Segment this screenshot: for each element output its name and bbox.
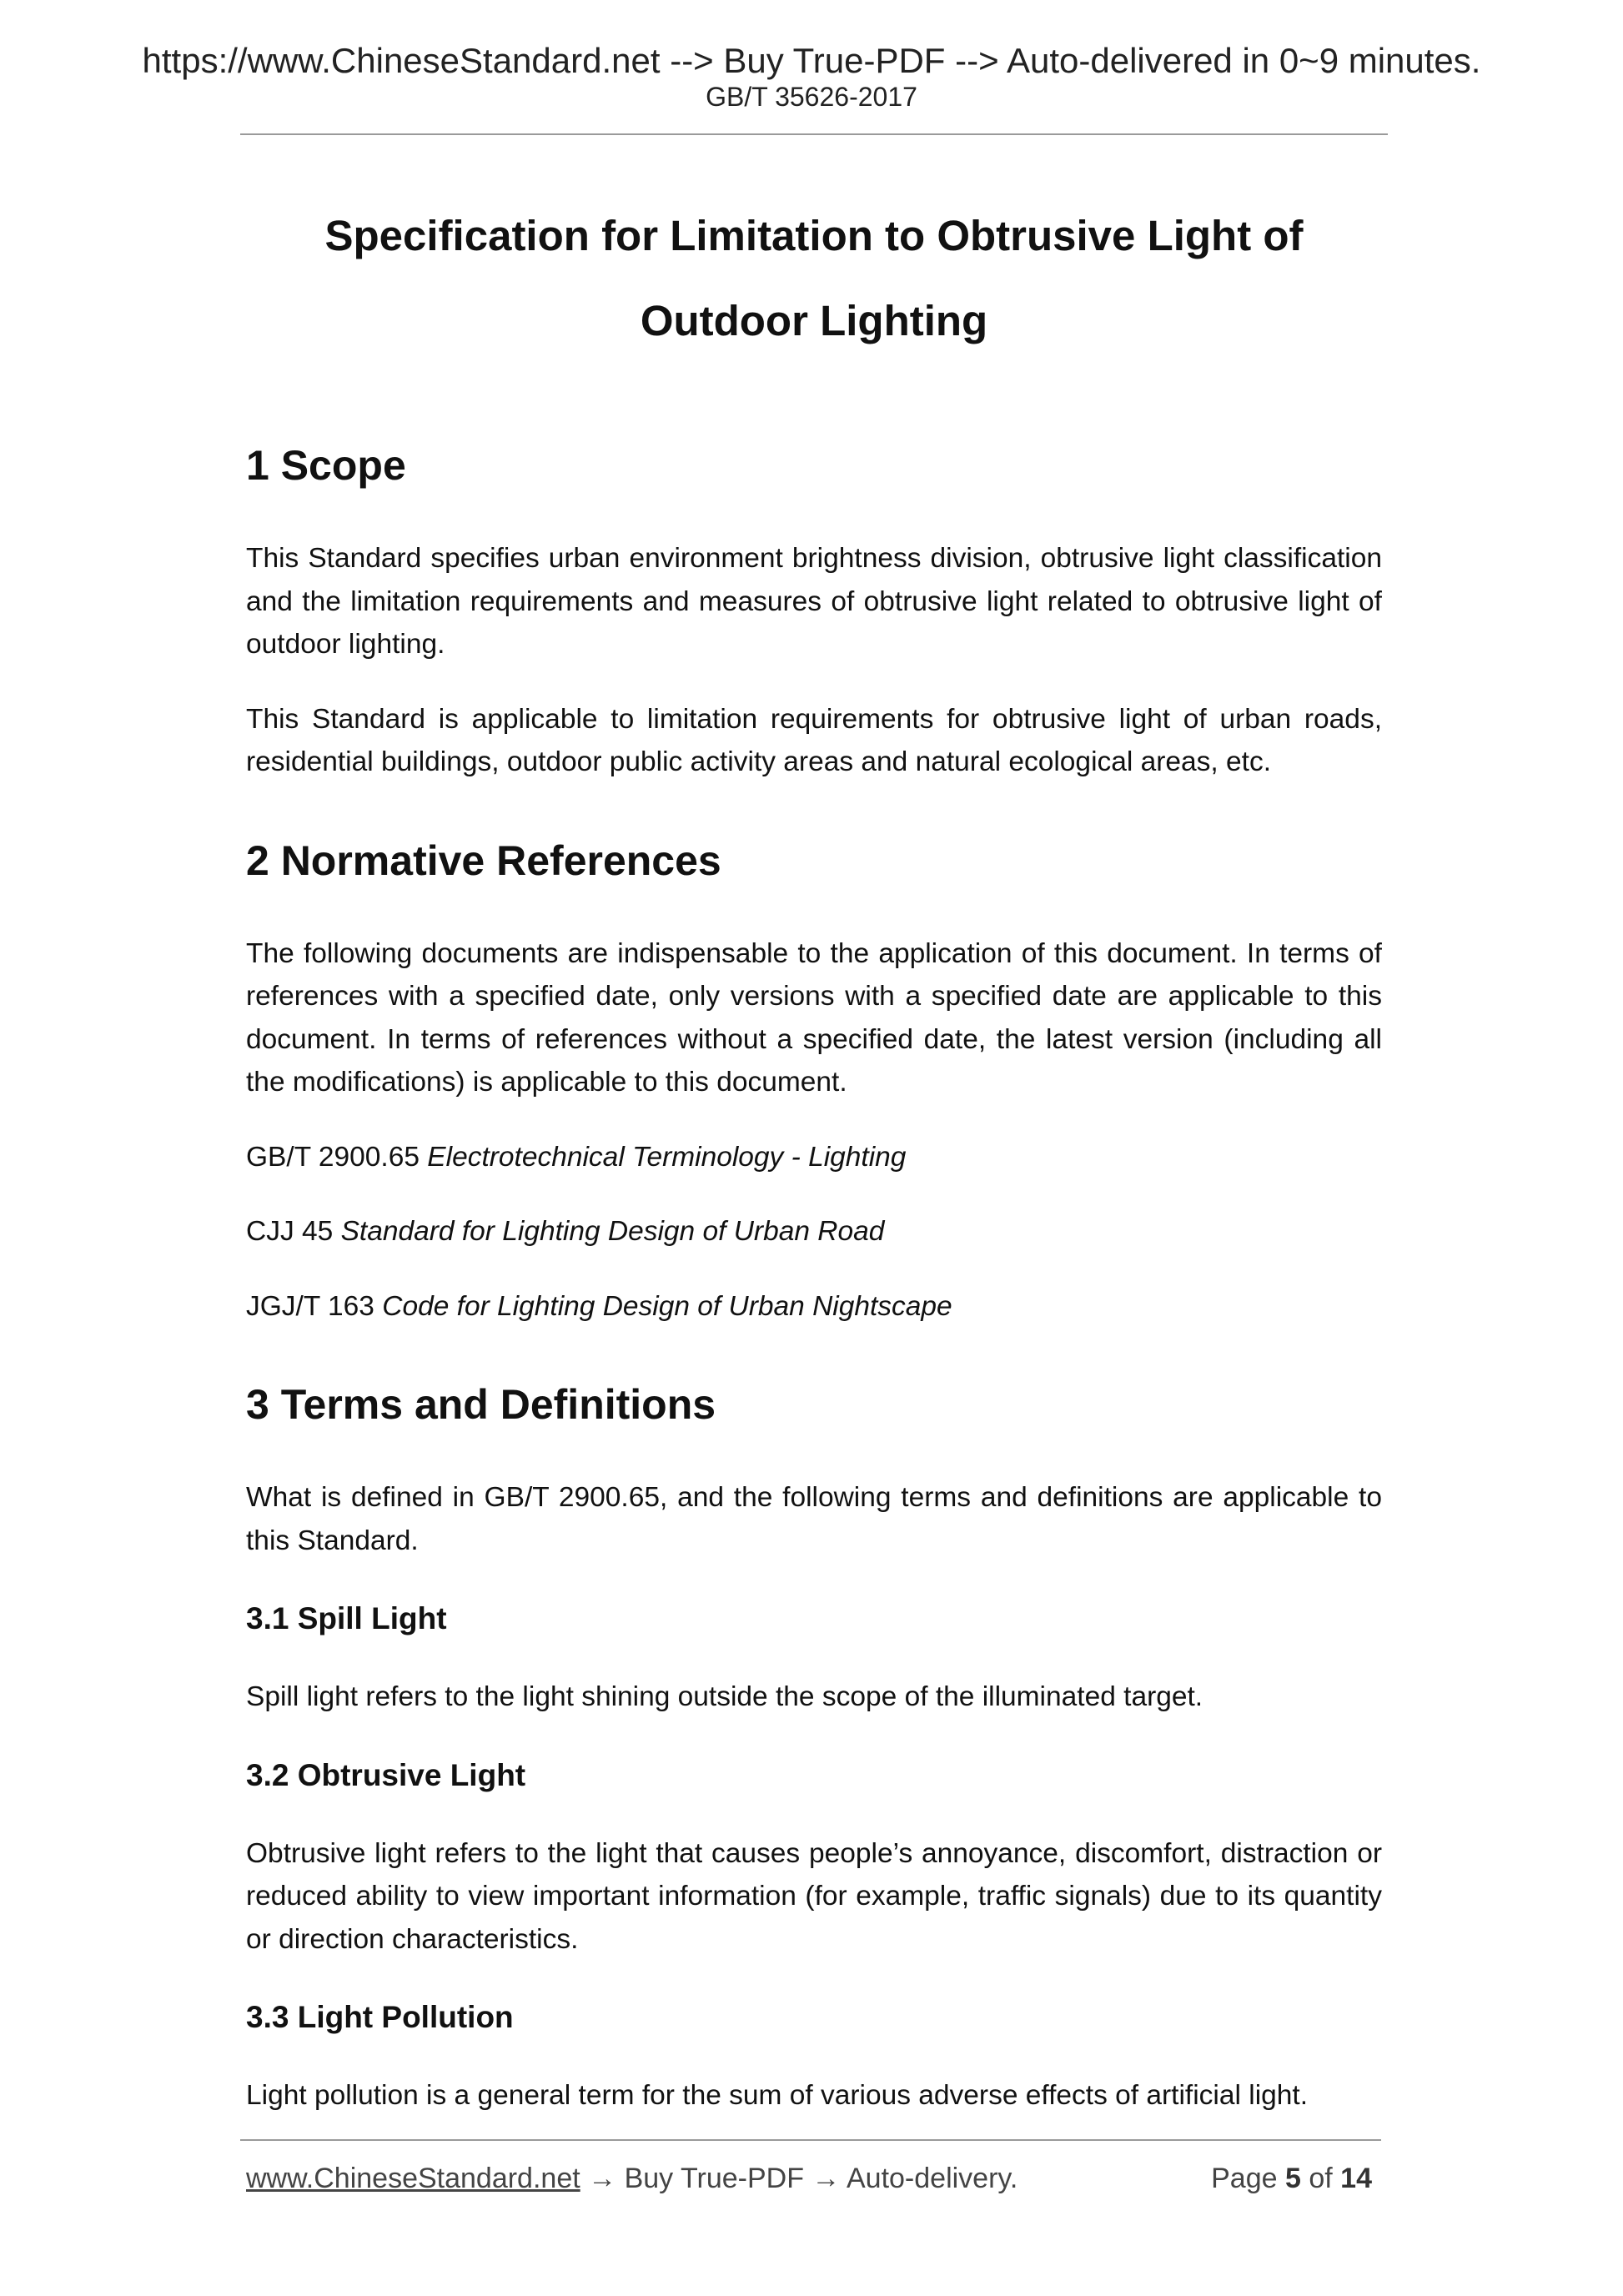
- term-definition-spill-light: Spill light refers to the light shining outside the scope of the illuminated target.: [246, 1681, 1203, 1712]
- section-heading-terms-definitions: 3 Terms and Definitions: [246, 1381, 716, 1428]
- source-banner: https://www.ChineseStandard.net --> Buy True-PDF --> Auto-delivered in 0~9 minutes.: [142, 41, 1481, 80]
- normative-paragraph: The following documents are indispensable to the application of this document. In terms of references with a specified date, only versions with a specified date are applicable to this document. In terms of references without a specified date, the latest version (including all the modifications) is applicable to this document.: [246, 937, 1382, 1098]
- reference-code: CJJ 45: [246, 1216, 334, 1247]
- footer-site-link[interactable]: www.ChineseStandard.net: [246, 2163, 580, 2194]
- page-of: of: [1309, 2163, 1333, 2194]
- reference-code: JGJ/T 163: [246, 1290, 374, 1322]
- reference-item: [246, 1210, 1382, 1254]
- header-divider: [240, 133, 1388, 135]
- reference-title: Standard for Lighting Design of Urban Road: [340, 1216, 885, 1247]
- term-heading-obtrusive-light: 3.2 Obtrusive Light: [246, 1757, 526, 1792]
- page-label: Page: [1211, 2163, 1278, 2194]
- reference-title: Code for Lighting Design of Urban Nightscape: [382, 1290, 952, 1322]
- scope-paragraph-1: This Standard specifies urban environment brightness division, obtrusive light classification and the limitation requirements and measures of obtrusive light related to obtrusive light of outdoor lighting.: [246, 543, 1382, 660]
- section-heading-scope: 1 Scope: [246, 442, 406, 489]
- footer-tagline: → Buy True-PDF → Auto-delivery.: [580, 2163, 1018, 2194]
- reference-code: GB/T 2900.65: [246, 1141, 420, 1173]
- term-heading-spill-light: 3.1 Spill Light: [246, 1601, 447, 1635]
- page-total: 14: [1340, 2163, 1372, 2194]
- document-title: [240, 193, 1388, 364]
- terms-intro-paragraph: What is defined in GB/T 2900.65, and the following terms and definitions are applicable to this Standard.: [246, 1482, 1382, 1556]
- page-current: 5: [1284, 2163, 1301, 2194]
- reference-item: [246, 1136, 1382, 1179]
- title-line-1: Specification for Limitation to Obtrusive Light of: [324, 212, 1304, 259]
- section-heading-normative-references: 2 Normative References: [246, 837, 721, 884]
- reference-item: [246, 1285, 1382, 1329]
- term-definition-obtrusive-light: Obtrusive light refers to the light that causes people’s annoyance, discomfort, distraction or reduced ability to view important information (for example, traffic signals) due to its quantity or direction characteristics.: [246, 1837, 1382, 1955]
- page-footer: [246, 2158, 1382, 2198]
- page-number: [1211, 2158, 1372, 2198]
- reference-title: Electrotechnical Terminology - Lighting: [427, 1141, 907, 1173]
- document-code: GB/T 35626-2017: [706, 82, 917, 112]
- term-heading-light-pollution: 3.3 Light Pollution: [246, 2000, 514, 2034]
- document-body: [246, 425, 1382, 2118]
- title-line-2: Outdoor Lighting: [640, 297, 988, 344]
- footer-divider: [240, 2139, 1381, 2141]
- term-definition-light-pollution: Light pollution is a general term for the sum of various adverse effects of artificial light.: [246, 2080, 1309, 2111]
- scope-paragraph-2: This Standard is applicable to limitation requirements for obtrusive light of urban roads, residential buildings, outdoor public activity areas and natural ecological areas, etc.: [246, 703, 1382, 777]
